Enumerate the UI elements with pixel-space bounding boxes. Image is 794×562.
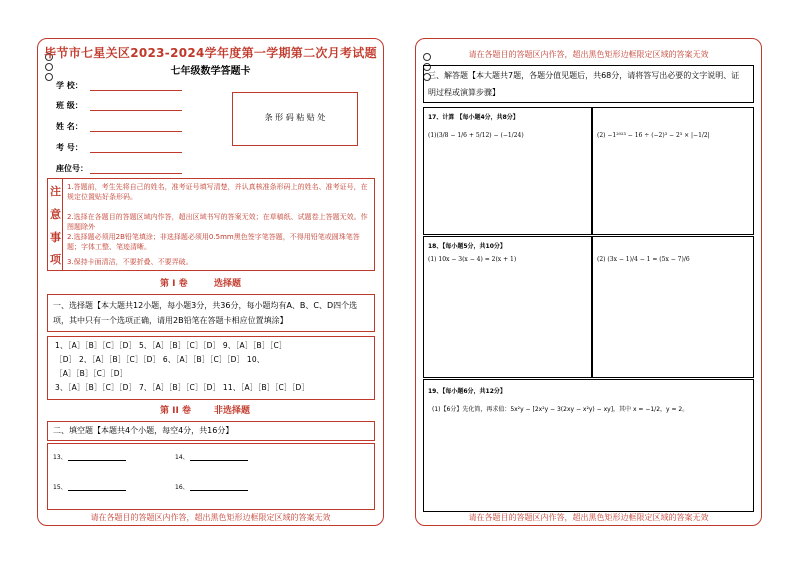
fill-answer-area [47,443,375,510]
mc-row-3[interactable]: ［A］［B］［C］［D］ [55,369,128,378]
part2-subtitle: 非选择题 [214,406,251,416]
q17-label: 17、计算 【每小题4分，共8分】 [428,114,519,121]
notice-item-1: 1.答题前，考生先将自己的姓名，准考证号填写清楚，并认真核准条形码上的姓名、准考证号，在规定位置贴好条形码。 [67,183,368,201]
barcode-label: 条 形 码 粘 贴 处 [264,113,326,122]
notice-item-4: 3.保持卡面清洁，不要折叠、不要弄破。 [67,258,193,266]
right-answer-sheet [415,38,762,526]
q17-part1: (1)(3/8 − 1/6 + 5/12) − (−1/24) [428,132,524,139]
part3-instruction-line1: 三、解答题【本大题共7题，各题分值见题后，共68分，请将答写出必要的文字说明、证 [428,71,740,80]
q17-part2: (2) −1²⁰²³ − 16 ÷ (−2)³ − 2³ × |−1/2| [597,132,710,139]
mc-row-4[interactable]: 3、［A］［B］［C］［D］ 7、［A］［B］［C］［D］ 11、［A］［B］［C］［D］ [55,383,310,392]
fill-label-16: 16、 [175,484,189,491]
exam-title: 毕节市七星关区2023-2024学年度第一学期第二次月考试题 [44,46,377,60]
field-seat-label: 座位号： [56,164,88,173]
field-school-label: 学 校： [56,81,83,90]
fill-instruction-box [47,421,375,441]
q19-answer-area[interactable] [423,379,754,512]
q18-answer-area[interactable] [423,236,754,378]
top-warning: 请在各题目的答题区内作答，超出黑色矩形边框限定区域的答案无效 [468,50,709,59]
q19-label: 19、【每小题6分，共12分】 [428,388,506,395]
part3-instruction-line2: 明过程或演算步骤】 [428,88,500,97]
part1-title: 第 I 卷 [160,279,188,289]
notice-item-2: 2.选择在各题目的答题区域内作答，超出区域书写的答案无效；在草稿纸、试题卷上答题无效。作图题除外 [67,213,368,231]
fill-instruction: 二、填空题【本题共4个小题，每空4分，共16分】 [53,426,234,435]
field-number-label: 考 号： [56,143,83,152]
barcode-area [232,92,358,146]
notice-label-3: 事 [50,231,61,244]
answer-line-16[interactable] [190,490,248,491]
q18-label: 18、【每小题5分，共10分】 [428,243,506,250]
answer-line-13[interactable] [68,460,126,461]
mc-instruction-box [47,294,375,332]
number-input-line[interactable] [90,152,182,153]
q17-answer-area[interactable] [423,107,754,235]
notice-box [47,178,375,271]
field-name-label: 姓 名： [56,122,83,131]
q17-divider [591,108,593,234]
sheet-subtitle: 七年级数学答题卡 [170,66,251,77]
mc-instruction: 一、选择题【本大题共12小题，每小题3分，共36分，每小题均有A、B、C、D四个选项，其中只有一个选项正确，请用2B铅笔在答题卡相应位置填涂】 [53,301,358,325]
q19-part1: (1)【6分】先化简，再求值：5x²y − [2x²y − 3(2xy − x²y) − xy]，其中 x = −1/2，y = 2。 [432,406,689,413]
fill-label-13: 13、 [53,454,67,461]
mc-answer-area[interactable] [47,336,375,400]
notice-label-2: 意 [50,208,61,221]
mc-row-2[interactable]: ［D］ 2、［A］［B］［C］［D］ 6、［A］［B］［C］［D］ 10、 [55,355,265,364]
notice-label-1: 注 [50,185,61,198]
q18-divider [591,237,593,377]
seat-input-line[interactable] [90,173,182,174]
part2-title: 第 II 卷 [160,406,191,416]
field-class-label: 班 级： [56,101,83,110]
notice-label-4: 项 [50,253,61,266]
part3-instruction-box [423,65,754,103]
fill-label-15: 15、 [53,484,67,491]
answer-line-15[interactable] [68,490,126,491]
name-input-line[interactable] [90,131,182,132]
fill-label-14: 14、 [175,454,189,461]
left-answer-sheet [37,38,384,526]
school-input-line[interactable] [90,90,182,91]
answer-line-14[interactable] [190,460,248,461]
footer-warning: 请在各题目的答题区内作答，超出黑色矩形边框限定区域的答案无效 [90,513,331,522]
mc-row-1[interactable]: 1、［A］［B］［C］［D］ 5、［A］［B］［C］［D］ 9、［A］［B］［C］ [55,341,287,350]
q18-part1: (1) 10x − 3(x − 4) = 2(x + 1) [428,256,517,263]
class-input-line[interactable] [90,110,182,111]
part1-subtitle: 选择题 [214,279,242,289]
notice-item-3: 2.选择题必须用2B铅笔填涂；非选择题必须用0.5mm黑色签字笔答题，不得用铅笔或圆珠笔答题；字体工整、笔迹清晰。 [67,233,360,251]
footer-warning: 请在各题目的答题区内作答，超出黑色矩形边框限定区域的答案无效 [468,513,709,522]
q18-part2: (2) (3x − 1)/4 − 1 = (5x − 7)/6 [597,256,690,263]
